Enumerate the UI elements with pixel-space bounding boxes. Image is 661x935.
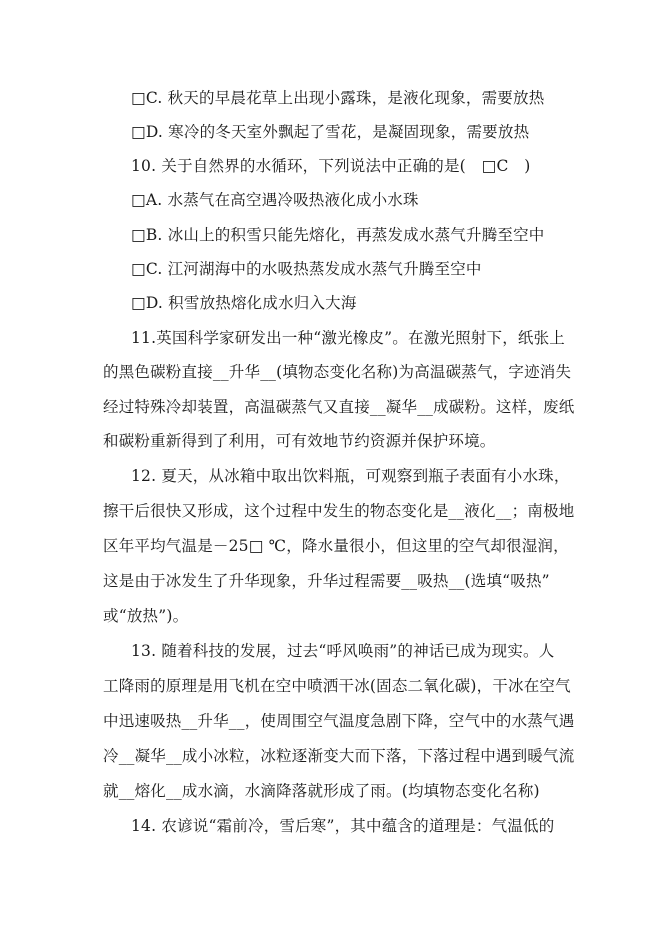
question-13-line: 中迅速吸热__升华__，使周围空气温度急剧下降，空气中的水蒸气遇 — [103, 712, 575, 730]
question-13-line: 冷__凝华__成小冰粒，冰粒逐渐变大而下落，下落过程中遇到暖气流 — [103, 747, 575, 765]
option-d-line: □D. 积雪放热熔化成水归入大海 — [131, 294, 357, 312]
question-11-line: 和碳粉重新得到了利用，可有效地节约资源并保护环境。 — [103, 432, 496, 450]
option-c-line: □C. 江河湖海中的水吸热蒸发成水蒸气升腾至空中 — [131, 260, 482, 278]
question-11-line: 经过特殊冷却装置，高温碳蒸气又直接__凝华__成碳粉。这样，废纸 — [103, 398, 575, 416]
question-12-line: 区年平均气温是－25□ ℃，降水量很小，但这里的空气却很湿润， — [103, 537, 569, 555]
question-12-line: 这是由于冰发生了升华现象，升华过程需要__吸热__(选填“吸热” — [103, 572, 550, 590]
question-12-line: 或“放热”)。 — [103, 607, 189, 625]
option-a-line: □A. 水蒸气在高空遇冷吸热液化成小水珠 — [131, 191, 419, 209]
question-11-line: 11.英国科学家研发出一种“激光橡皮”。在激光照射下，纸张上 — [131, 329, 566, 347]
option-c-line: □C. 秋天的早晨花草上出现小露珠，是液化现象，需要放热 — [131, 89, 545, 107]
question-14-line: 14. 农谚说“霜前冷，雪后寒”，其中蕴含的道理是：气温低的 — [131, 817, 555, 835]
question-12-line: 擦干后很快又形成，这个过程中发生的物态变化是__液化__；南极地 — [103, 502, 575, 520]
question-12-line: 12. 夏天，从冰箱中取出饮料瓶，可观察到瓶子表面有小水珠， — [131, 467, 570, 485]
question-10-stem: 10. 关于自然界的水循环，下列说法中正确的是( □C ) — [131, 157, 531, 175]
question-13-line: 工降雨的原理是用飞机在空中喷洒干冰(固态二氧化碳)，干冰在空气 — [103, 677, 571, 695]
option-d-line: □D. 寒冷的冬天室外飘起了雪花，是凝固现象，需要放热 — [131, 123, 530, 141]
question-13-line: 13. 随着科技的发展，过去“呼风唤雨”的神话已成为现实。人 — [131, 642, 555, 660]
question-13-line: 就__熔化__成水滴，水滴降落就形成了雨。(均填物态变化名称) — [103, 782, 540, 800]
question-11-line: 的黑色碳粉直接__升华__(填物态变化名称)为高温碳蒸气，字迹消失 — [103, 363, 572, 381]
option-b-line: □B. 冰山上的积雪只能先熔化，再蒸发成水蒸气升腾至空中 — [131, 226, 545, 244]
